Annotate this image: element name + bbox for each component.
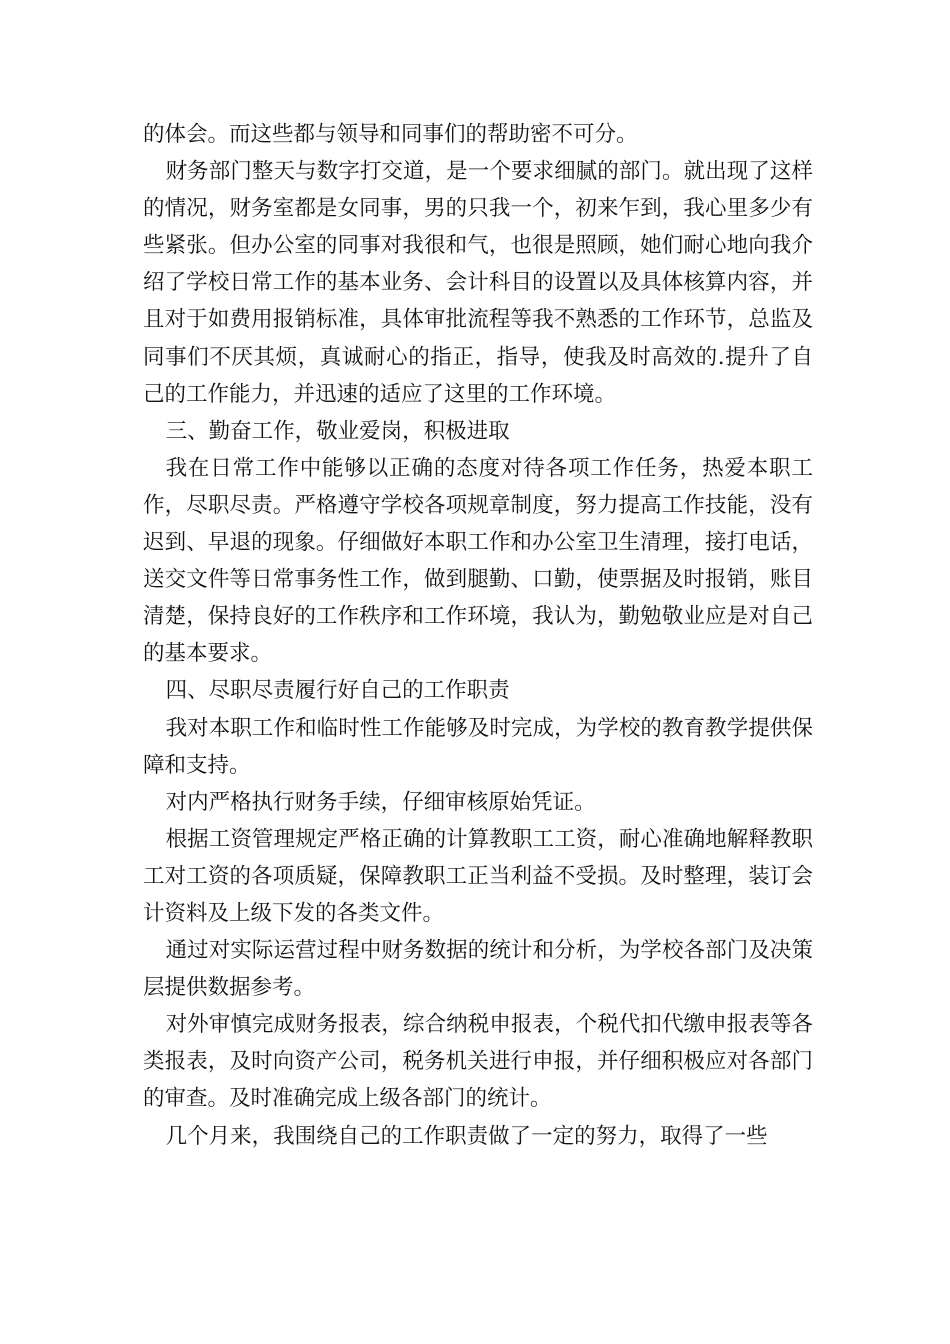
paragraph-daily-work: 我在日常工作中能够以正确的态度对待各项工作任务，热爱本职工作，尽职尽责。严格遵守学校各项规章制度，努力提高工作技能，没有迟到、早退的现象。仔细做好本职工作和办公室卫生清理，接打电话，送交文件等日常事务性工作，做到腿勤、口勤，使票据及时报销，账目清楚，保持良好的工作秩序和工作环境，我认为，勤勉敬业应是对自己的基本要求。 [143,455,813,667]
section-heading-4: 四、尽职尽责履行好自己的工作职责 [165,678,510,704]
paragraph-data-analysis: 通过对实际运营过程中财务数据的统计和分析，为学校各部门及决策层提供数据参考。 [143,938,813,1001]
paragraph-continuation: 的体会。而这些都与领导和同事们的帮助密不可分。 [143,122,638,147]
paragraph-duties: 我对本职工作和临时性工作能够及时完成，为学校的教育教学提供保障和支持。 [143,715,813,778]
paragraph-summary: 几个月来，我围绕自己的工作职责做了一定的努力，取得了一些 [165,1123,768,1149]
paragraph-payroll: 根据工资管理规定严格正确的计算教职工工资，耐心准确地解释教职工对工资的各项质疑，保障教职工正当利益不受损。及时整理，装订会计资料及上级下发的各类文件。 [143,826,813,926]
section-heading-3: 三、勤奋工作，敬业爱岗，积极进取 [165,418,510,444]
paragraph-internal-procedures: 对内严格执行财务手续，仔细审核原始凭证。 [165,789,596,815]
paragraph-external-reports: 对外审慎完成财务报表，综合纳税申报表，个税代扣代缴申报表等各类报表，及时向资产公司，税务机关进行申报，并仔细积极应对各部门的审查。及时准确完成上级各部门的统计。 [143,1012,813,1112]
document-body [143,116,813,1155]
paragraph-finance-department: 财务部门整天与数字打交道，是一个要求细腻的部门。就出现了这样的情况，财务室都是女同事，男的只我一个，初来乍到，我心里多少有些紧张。但办公室的同事对我很和气，也很是照顾，她们耐心地向我介绍了学校日常工作的基本业务、会计科目的设置以及具体核算内容，并且对于如费用报销标准，具体审批流程等我不熟悉的工作环节，总监及同事们不厌其烦，真诚耐心的指正，指导，使我及时高效的.提升了自己的工作能力，并迅速的适应了这里的工作环境。 [143,159,813,407]
